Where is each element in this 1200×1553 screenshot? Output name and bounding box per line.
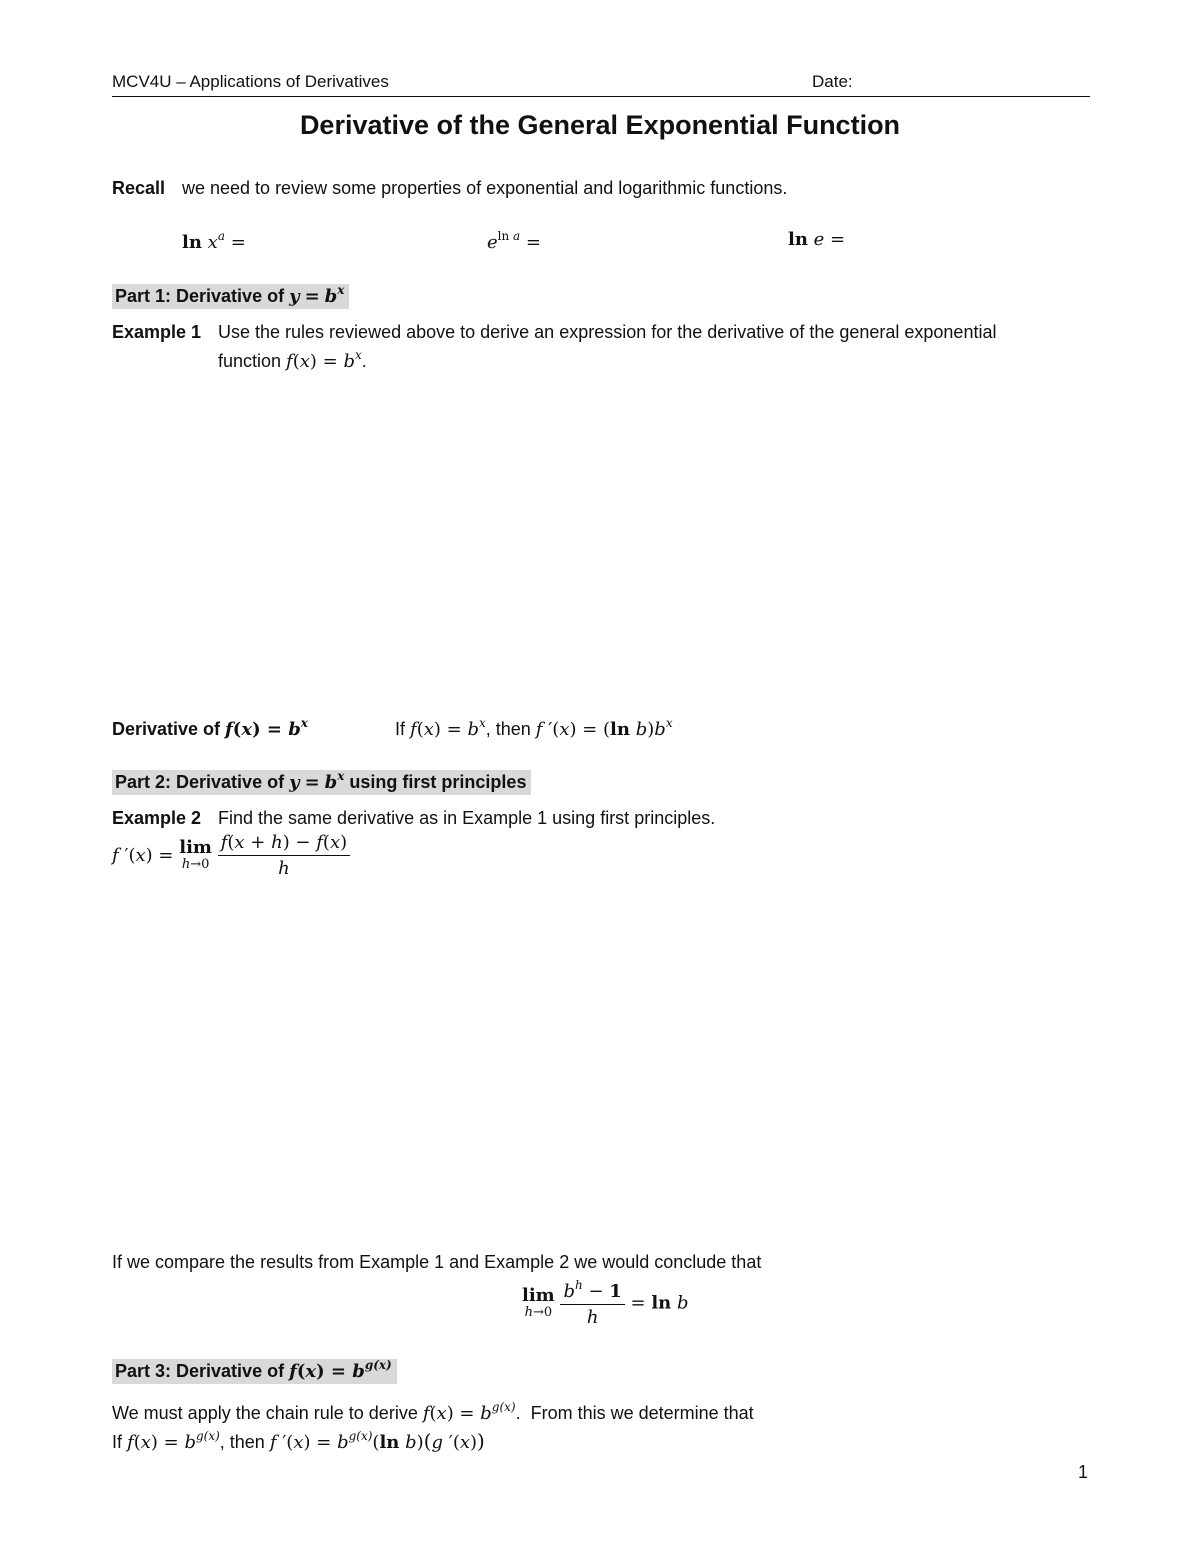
course-header: MCV4U – Applications of Derivatives	[112, 72, 389, 91]
recall-label: Recall	[112, 178, 166, 198]
example1-text-line1: Use the rules reviewed above to derive an expression for the derivative of the general exponential	[218, 322, 997, 342]
date-label: Date:	[812, 72, 853, 91]
example2-text: Find the same derivative as in Example 1 using first principles.	[218, 808, 716, 828]
part1-heading: Part 1: Derivative of $y = b^x$	[115, 283, 349, 307]
page-number: 1	[1078, 1462, 1089, 1482]
limit-result-formula: lim h→0 $\frac{b^h - 1}{h}$ = ln b	[522, 1278, 689, 1328]
compare-text: If we compare the results from Example 1 and Example 2 we would conclude that	[112, 1252, 762, 1272]
example1-label: Example 1	[112, 322, 202, 342]
part3-heading: Part 3: Derivative of $f(x) = b^{g(x)}$	[115, 1358, 397, 1382]
first-principles-formula: f ′(x) = lim h→0 $\frac{f(x + h) - f(x)}{h}$	[112, 832, 350, 879]
example2-label: Example 2	[112, 808, 202, 828]
part3-line1: We must apply the chain rule to derive $f(x) = b^{g(x)}$. From this we determine that	[112, 1400, 754, 1424]
part2-heading: Part 2: Derivative of $y = b^x$ using first principles	[115, 769, 531, 793]
recall-text: we need to review some properties of exponential and logarithmic functions.	[182, 178, 788, 198]
part3-line2: If $f(x) = b^{g(x)}$, then f $'(x) = b^{g(x)}(\ln$ b)(g ′(x))	[112, 1429, 485, 1453]
derivative-result-label: Derivative of $f(x) = b^x$	[112, 716, 308, 740]
example1-text-line2: function $f(x) = b^x$.	[218, 348, 367, 372]
property-exp-ln: $e^{ln a}$ =	[487, 229, 542, 253]
header-rule	[112, 96, 1090, 97]
property-ln-power: $\ln x^a$ =	[182, 229, 246, 253]
derivative-result-statement: If $f(x) = b^x$, then f ′(x) = (ln $b)b^x$	[395, 716, 673, 740]
page-title: Derivative of the General Exponential Function	[299, 110, 901, 140]
property-ln-e: ln e =	[788, 229, 846, 250]
